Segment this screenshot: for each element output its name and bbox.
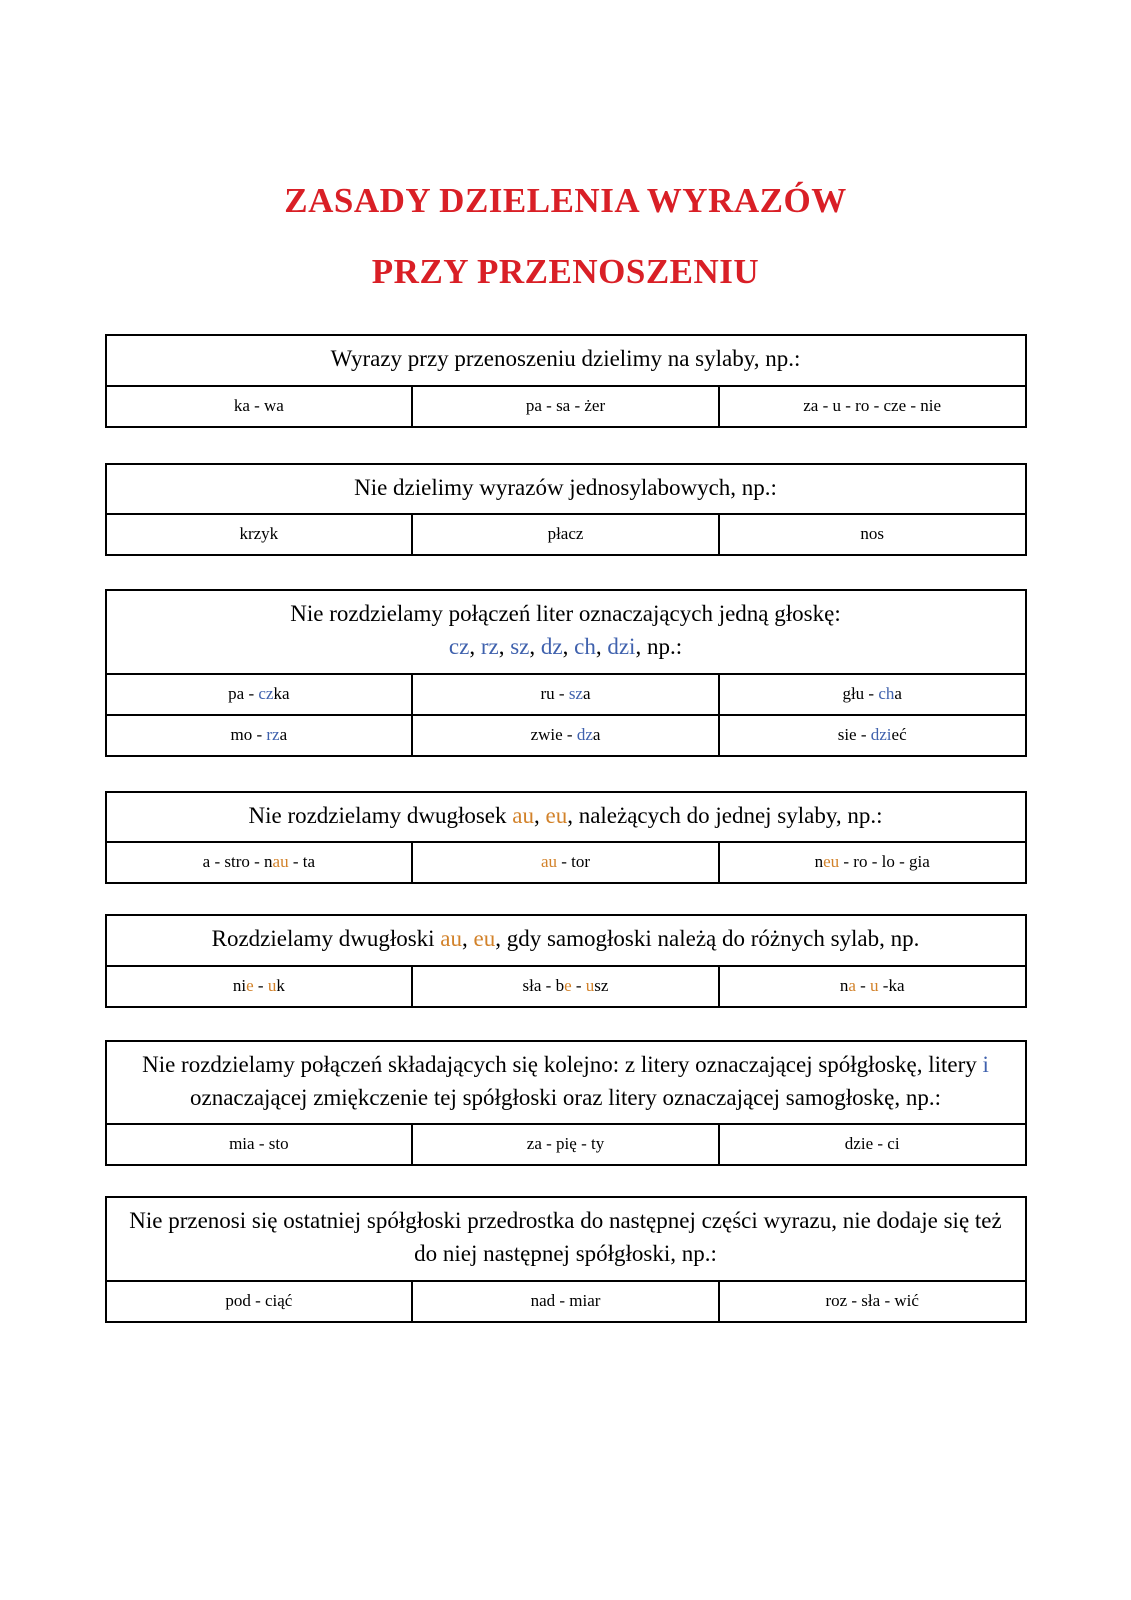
rule-statement (107, 1198, 1025, 1281)
plain-text: mo - (230, 724, 267, 744)
plain-text: mia - sto (229, 1134, 289, 1154)
plain-text: , (462, 926, 474, 952)
plain-text: sła - b (522, 975, 565, 995)
highlighted-text: au (440, 926, 463, 952)
example-cell (720, 716, 1025, 755)
example-row (107, 1282, 1025, 1321)
example-cell (413, 387, 720, 426)
highlighted-text: au (272, 852, 289, 872)
plain-text: - ta (288, 852, 316, 872)
example-cell (413, 716, 720, 755)
plain-text: nad - miar (530, 1290, 601, 1310)
rule-statement (107, 336, 1025, 387)
example-cell (413, 1125, 720, 1164)
highlighted-text: eu (473, 926, 496, 952)
example-cell (720, 843, 1025, 882)
example-cell (720, 515, 1025, 554)
plain-text: k (276, 975, 285, 995)
example-cell (413, 967, 720, 1006)
highlighted-text: u (585, 975, 595, 995)
plain-text: dzie - ci (844, 1134, 900, 1154)
plain-text: - ro - lo - gia (839, 852, 930, 872)
example-cell (107, 675, 414, 714)
example-row (107, 515, 1025, 554)
example-row (107, 843, 1025, 882)
rule-block (105, 914, 1027, 1008)
title-line-1: ZASADY DZIELENIA WYRAZÓW (284, 181, 847, 220)
rule-blocks-container (105, 289, 1027, 1323)
plain-text: , np.: (635, 633, 683, 659)
rule-block (105, 1040, 1027, 1166)
plain-text: n (814, 852, 824, 872)
plain-text: Rozdzielamy dwugłoski (211, 926, 441, 952)
highlighted-text: eu (823, 852, 840, 872)
plain-text: za - u - ro - cze - nie (803, 395, 942, 415)
highlighted-text: cz (258, 683, 274, 703)
plain-text: Wyrazy przy przenoszeniu dzielimy na sylaby, np.: (330, 346, 801, 371)
example-cell (720, 1282, 1025, 1321)
plain-text: pod - ciąć (225, 1290, 293, 1310)
highlighted-text: sz (568, 683, 583, 703)
plain-text: a - stro - n (202, 852, 273, 872)
highlighted-text: dz (576, 724, 593, 744)
highlighted-text: a (848, 975, 856, 995)
plain-text: zwie - (530, 724, 577, 744)
plain-text: ka - wa (233, 395, 284, 415)
example-cell (720, 1125, 1025, 1164)
example-row (107, 716, 1025, 755)
plain-text: -ka (878, 975, 905, 995)
plain-text: za - pię - ty (526, 1134, 605, 1154)
example-cell (413, 515, 720, 554)
plain-text: eć (891, 724, 907, 744)
highlighted-text: au (512, 802, 534, 828)
plain-text: sie - (837, 724, 871, 744)
example-cell (413, 675, 720, 714)
example-cell (720, 675, 1025, 714)
highlighted-text: ch (878, 683, 895, 703)
plain-text: głu - (842, 683, 879, 703)
plain-text: sz (594, 975, 609, 995)
rule-statement (107, 916, 1025, 967)
plain-text: oznaczającej zmiękczenie tej spółgłoski oraz litery oznaczającej samogłoskę, np.: (190, 1084, 941, 1110)
example-cell (107, 967, 414, 1006)
plain-text: ka (273, 683, 290, 703)
plain-text: Nie rozdzielamy połączeń składających się kolejno: z litery oznaczającej spółgłoskę, litery (142, 1051, 983, 1077)
example-cell (107, 1282, 414, 1321)
example-cell (413, 1282, 720, 1321)
plain-text: - (253, 975, 268, 995)
plain-text: - (571, 975, 586, 995)
highlighted-text: u (267, 975, 277, 995)
plain-text: roz - sła - wić (825, 1290, 919, 1310)
plain-text: - (855, 975, 871, 995)
rule-statement (107, 591, 1025, 674)
highlighted-text: dzi (870, 724, 892, 744)
rule-block (105, 589, 1027, 756)
example-cell (107, 387, 414, 426)
plain-text: krzyk (239, 524, 279, 544)
plain-text: ru - (540, 683, 569, 703)
highlighted-text: dz (540, 633, 563, 659)
plain-text: , (595, 633, 608, 659)
plain-text: Nie rozdzielamy połączeń liter oznaczających jedną głoskę: (290, 601, 841, 627)
plain-text: ni (232, 975, 247, 995)
example-cell (720, 387, 1025, 426)
plain-text: , (533, 802, 546, 828)
example-cell (107, 1125, 414, 1164)
example-row (107, 967, 1025, 1006)
example-row (107, 387, 1025, 426)
plain-text: a (894, 683, 902, 703)
example-cell (107, 515, 414, 554)
highlighted-text: au (540, 852, 557, 872)
plain-text: , gdy samogłoski należą do różnych sylab, np. (495, 926, 920, 952)
plain-text: płacz (547, 524, 584, 544)
plain-text: - tor (557, 852, 591, 872)
example-row (107, 675, 1025, 716)
rule-statement (107, 793, 1025, 844)
highlighted-text: dzi (607, 633, 636, 659)
plain-text: n (839, 975, 849, 995)
plain-text: , (562, 633, 575, 659)
highlighted-text: sz (510, 633, 530, 659)
highlighted-text: rz (480, 633, 499, 659)
plain-text: pa - (228, 683, 259, 703)
highlighted-text: i (982, 1051, 989, 1077)
rule-block (105, 463, 1027, 557)
rule-block (105, 791, 1027, 885)
example-cell (720, 967, 1025, 1006)
highlighted-text: rz (266, 724, 280, 744)
rule-statement (107, 1042, 1025, 1125)
page-title (0, 0, 1131, 289)
plain-text: , (498, 633, 511, 659)
example-cell (413, 843, 720, 882)
title-line-2: PRZY PRZENOSZENIU (371, 252, 760, 291)
rule-block (105, 1196, 1027, 1322)
rule-block (105, 334, 1027, 428)
highlighted-text: e (564, 975, 572, 995)
example-cell (107, 843, 414, 882)
plain-text: Nie rozdzielamy dwugłosek (248, 802, 513, 828)
plain-text: , należących do jednej sylaby, np.: (567, 802, 883, 828)
plain-text: a (279, 724, 288, 744)
rule-statement (107, 465, 1025, 516)
plain-text: , (469, 633, 481, 659)
plain-text: nos (860, 524, 884, 544)
plain-text: , (529, 633, 541, 659)
example-cell (107, 716, 414, 755)
plain-text: Nie przenosi się ostatniej spółgłoski przedrostka do następnej części wyrazu, nie dodaje się też do niej następnej spółgłoski, np.: (129, 1208, 1002, 1266)
plain-text: a (582, 683, 591, 703)
plain-text: pa - sa - żer (525, 395, 606, 415)
example-row (107, 1125, 1025, 1164)
plain-text: a (592, 724, 601, 744)
highlighted-text: e (246, 975, 254, 995)
highlighted-text: eu (545, 802, 568, 828)
highlighted-text: ch (574, 633, 596, 659)
highlighted-text: cz (448, 633, 470, 659)
highlighted-text: u (870, 975, 879, 995)
plain-text: Nie dzielimy wyrazów jednosylabowych, np.: (354, 474, 777, 500)
